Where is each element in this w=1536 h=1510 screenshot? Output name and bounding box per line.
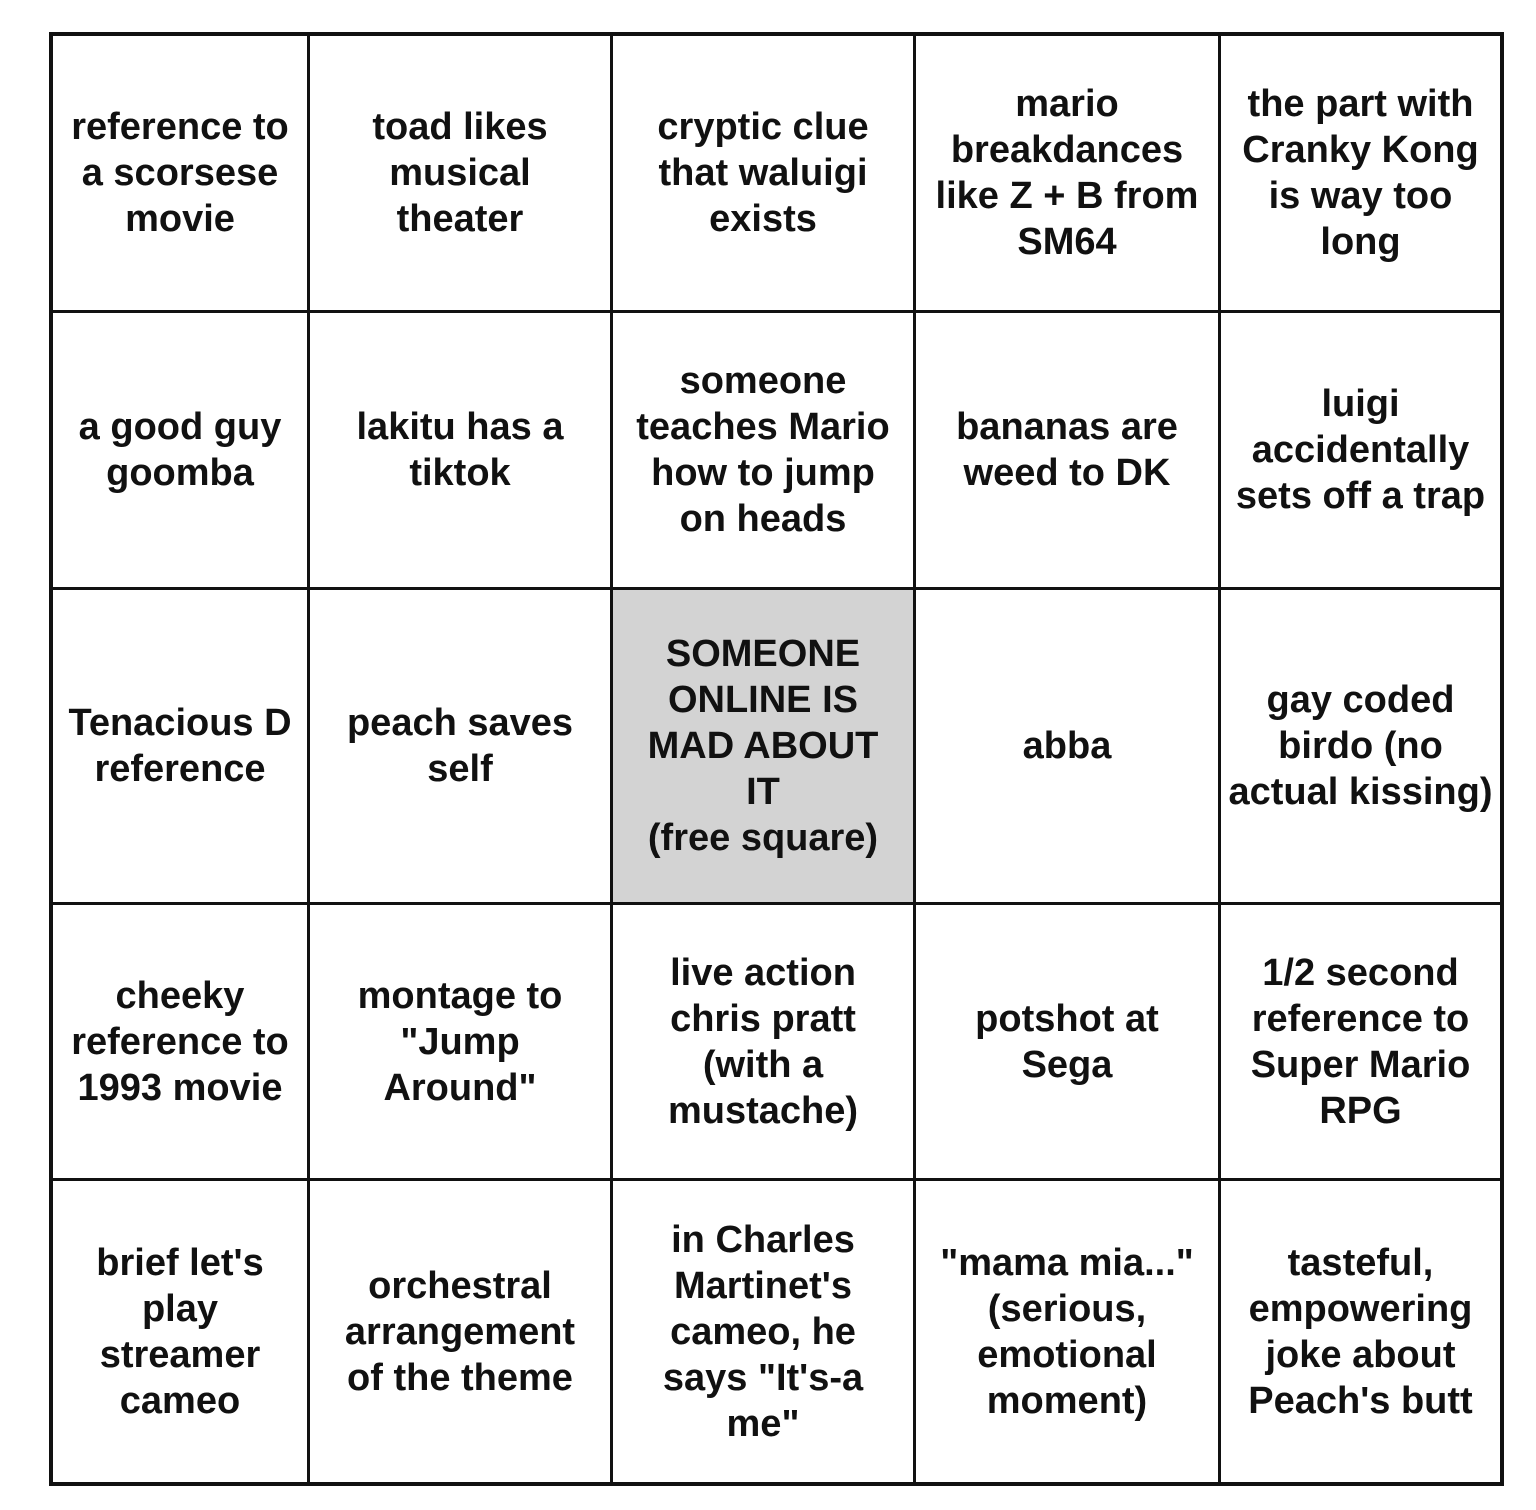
bingo-cell-r2c1[interactable] bbox=[53, 313, 307, 587]
bingo-cell-r4c3[interactable] bbox=[613, 905, 913, 1178]
bingo-cell-r2c3[interactable] bbox=[613, 313, 913, 587]
bingo-cell-text: tasteful, empowering joke about Peach's butt bbox=[1248, 1241, 1473, 1422]
bingo-cell-text: gay coded birdo (no actual kissing) bbox=[1228, 679, 1493, 813]
bingo-cell-text: the part with Cranky Kong is way too long bbox=[1242, 83, 1479, 263]
bingo-cell-r1c4[interactable] bbox=[916, 36, 1218, 310]
bingo-cell-r1c1[interactable] bbox=[53, 36, 307, 310]
bingo-cell-r4c1[interactable] bbox=[53, 905, 307, 1178]
bingo-cell-r1c5[interactable] bbox=[1221, 36, 1500, 310]
bingo-cell-text: a good guy goomba bbox=[78, 406, 282, 494]
bingo-cell-text: reference to a scorsese movie bbox=[71, 106, 289, 240]
bingo-cell-r1c2[interactable] bbox=[310, 36, 610, 310]
bingo-cell-text: brief let's play streamer cameo bbox=[96, 1241, 264, 1422]
bingo-cell-text: orchestral arrangement of the theme bbox=[344, 1264, 576, 1399]
bingo-cell-r2c4[interactable] bbox=[916, 313, 1218, 587]
bingo-cell-text: cheeky reference to 1993 movie bbox=[71, 974, 289, 1109]
bingo-free-square-text: SOMEONE ONLINE IS MAD ABOUT IT (free square) bbox=[647, 633, 879, 859]
bingo-cell-r3c1[interactable] bbox=[53, 590, 307, 902]
bingo-cell-text: "mama mia..." (serious, emotional moment) bbox=[940, 1241, 1194, 1422]
bingo-cell-text: luigi accidentally sets off a trap bbox=[1235, 383, 1486, 517]
bingo-cell-r4c4[interactable] bbox=[916, 905, 1218, 1178]
bingo-cell-text: potshot at Sega bbox=[975, 997, 1159, 1086]
bingo-cell-text: lakitu has a tiktok bbox=[356, 406, 564, 494]
bingo-cell-r1c3[interactable] bbox=[613, 36, 913, 310]
bingo-cell-r3c5[interactable] bbox=[1221, 590, 1500, 902]
bingo-cell-r5c3[interactable] bbox=[613, 1181, 913, 1482]
bingo-cell-r4c5[interactable] bbox=[1221, 905, 1500, 1178]
bingo-cell-r5c5[interactable] bbox=[1221, 1181, 1500, 1482]
bingo-cell-r2c5[interactable] bbox=[1221, 313, 1500, 587]
bingo-cell-text: peach saves self bbox=[346, 702, 574, 790]
bingo-cell-text: abba bbox=[1022, 725, 1112, 767]
bingo-cell-text: mario breakdances like Z + B from SM64 bbox=[935, 83, 1199, 263]
bingo-cell-text: toad likes musical theater bbox=[372, 106, 548, 240]
bingo-cell-text: bananas are weed to DK bbox=[956, 406, 1178, 494]
bingo-cell-r3c4[interactable] bbox=[916, 590, 1218, 902]
bingo-cell-r5c2[interactable] bbox=[310, 1181, 610, 1482]
bingo-cell-r5c1[interactable] bbox=[53, 1181, 307, 1482]
bingo-cell-r5c4[interactable] bbox=[916, 1181, 1218, 1482]
bingo-cell-r3c2[interactable] bbox=[310, 590, 610, 902]
bingo-cell-text: someone teaches Mario how to jump on heads bbox=[636, 360, 890, 540]
bingo-cell-r2c2[interactable] bbox=[310, 313, 610, 587]
bingo-cell-text: montage to "Jump Around" bbox=[357, 974, 563, 1109]
bingo-cell-r4c2[interactable] bbox=[310, 905, 610, 1178]
bingo-cell-text: cryptic clue that waluigi exists bbox=[657, 106, 869, 240]
bingo-cell-text: Tenacious D reference bbox=[68, 702, 292, 790]
bingo-free-square[interactable] bbox=[613, 590, 913, 902]
bingo-cell-text: 1/2 second reference to Super Mario RPG bbox=[1250, 951, 1471, 1132]
bingo-cell-text: live action chris pratt (with a mustache) bbox=[667, 951, 859, 1132]
bingo-board bbox=[49, 32, 1504, 1486]
bingo-cell-text: in Charles Martinet's cameo, he says "It's-a me" bbox=[662, 1218, 864, 1445]
